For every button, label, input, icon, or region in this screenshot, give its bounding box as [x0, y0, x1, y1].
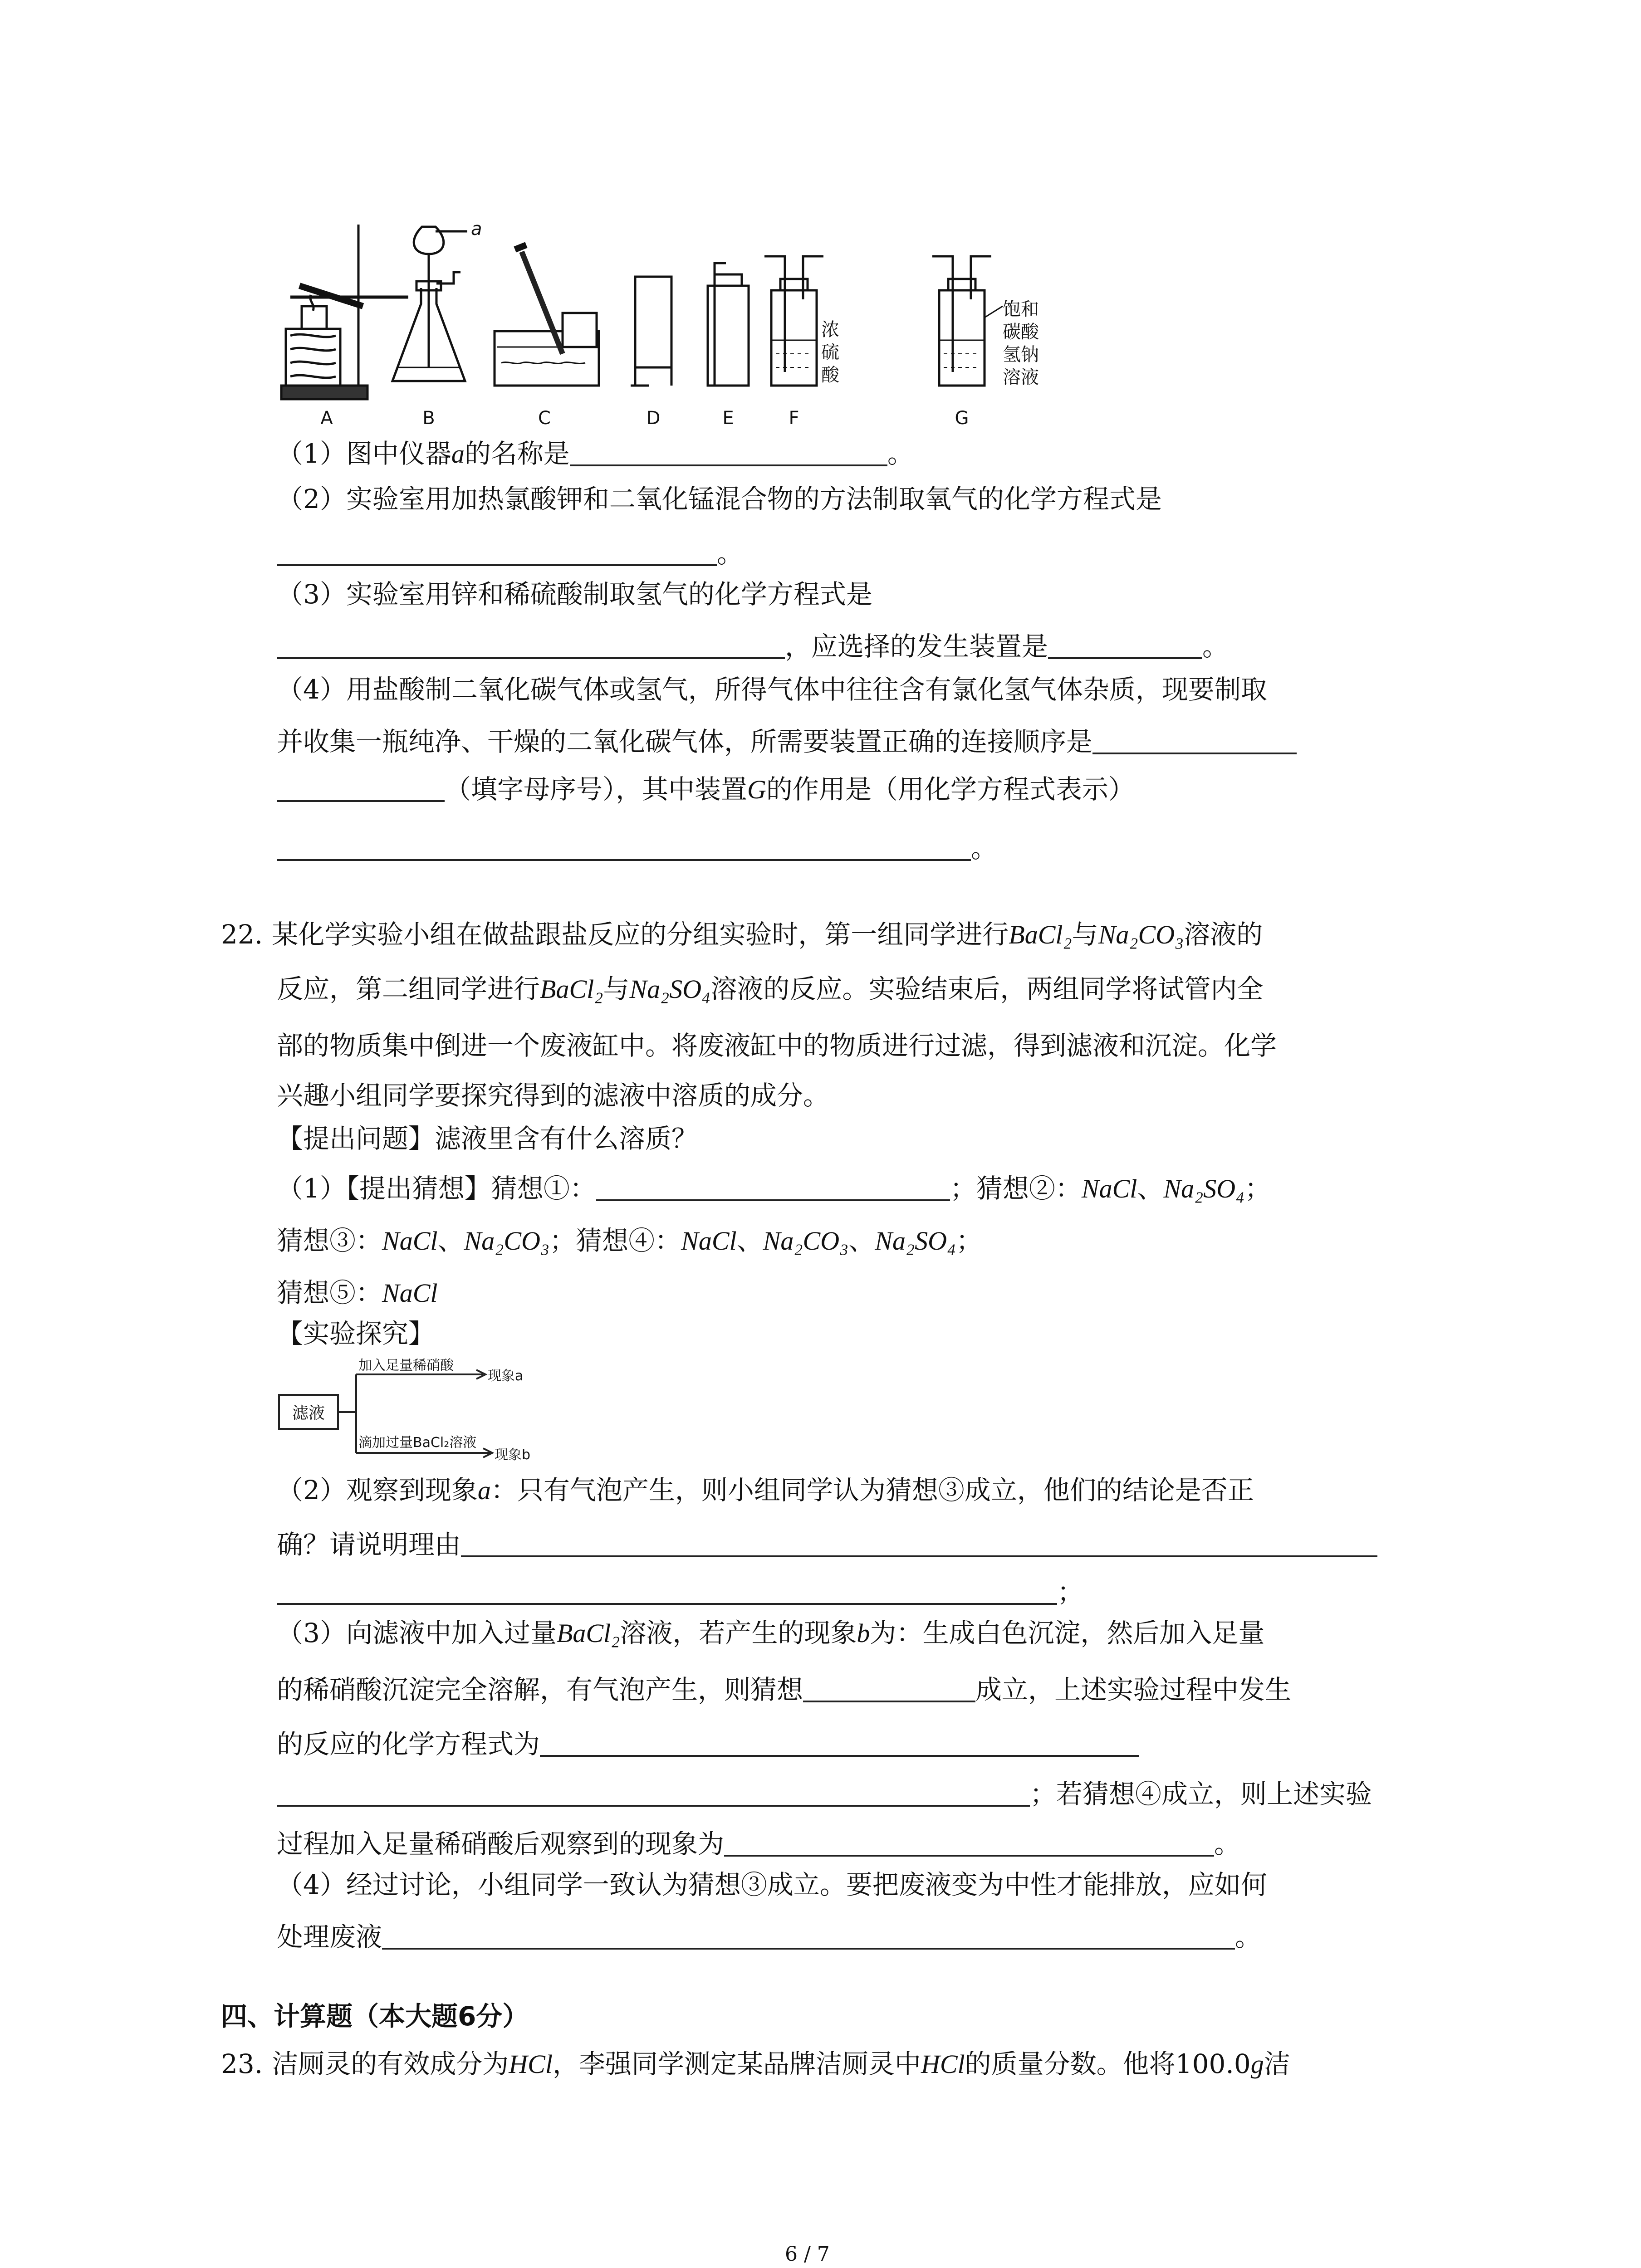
q22-line1: 22. 某化学实验小组在做盐跟盐反应的分组实验时，第一组同学进行BaCl₂与Na₂CO₃溶液的: [221, 919, 1263, 950]
f-reagent-2: 硫: [821, 342, 839, 363]
q22-part2-line2: 确？请说明理由: [277, 1526, 1377, 1563]
answer-blank[interactable]: [724, 1828, 1214, 1857]
answer-blank[interactable]: [1048, 630, 1202, 659]
q22-explore: 【实验探究】: [277, 1318, 435, 1349]
q21-part2-line2: 。: [277, 535, 743, 572]
q22-part3-line2: 的稀硝酸沉淀完全溶解，有气泡产生，则猜想 成立，上述实验过程中发生: [277, 1674, 1292, 1705]
apparatus-figure: [272, 218, 1089, 435]
q22-part2-line1: （2）观察到现象a：只有气泡产生，则小组同学认为猜想③成立，他们的结论是否正: [277, 1475, 1254, 1505]
letter-e: E: [722, 408, 734, 429]
q22-part3-line1: （3）向滤液中加入过量BaCl₂溶液，若产生的现象b为：生成白色沉淀，然后加入足量: [277, 1618, 1265, 1648]
answer-blank[interactable]: [277, 1778, 1030, 1807]
letter-b: B: [422, 408, 435, 429]
q22-guess-line3: 猜想⑤：NaCl: [277, 1277, 438, 1308]
section-heading: 四、计算题（本大题6分）: [221, 2001, 529, 2032]
answer-blank[interactable]: [277, 773, 445, 802]
q22-part2-line3: ；: [277, 1574, 1083, 1610]
f-reagent-1: 浓: [821, 319, 839, 340]
g-reagent-2: 碳酸: [1003, 322, 1039, 342]
letter-f: F: [789, 408, 799, 429]
answer-blank[interactable]: [803, 1673, 975, 1702]
answer-blank[interactable]: [461, 1528, 1377, 1557]
answer-blank[interactable]: [596, 1172, 950, 1201]
g-reagent-4: 溶液: [1003, 367, 1039, 388]
q21-part3-line1: （3）实验室用锌和稀硫酸制取氢气的化学方程式是: [277, 579, 872, 610]
q22-part4-line2: 处理废液 。: [277, 1921, 1262, 1952]
device-c-drawing: [495, 245, 599, 386]
experiment-flow-diagram: [277, 1354, 558, 1472]
device-f-drawing: [764, 256, 823, 386]
q21-part4-line1: （4）用盐酸制二氧化碳气体或氢气，所得气体中往往含有氯化氢气体杂质，现要制取: [277, 674, 1267, 705]
answer-blank[interactable]: [382, 1921, 1235, 1950]
answer-blank[interactable]: [277, 832, 971, 861]
q22-guess-line2: 猜想③：NaCl、Na₂CO₃；猜想④：NaCl、Na₂CO₃、Na₂SO₄；: [277, 1225, 983, 1256]
q22-part3-line4: ；若猜想④成立，则上述实验: [277, 1776, 1372, 1812]
q21-part4-line2: 并收集一瓶纯净、干燥的二氧化碳气体，所需要装置正确的连接顺序是: [277, 723, 1297, 760]
letter-a: A: [320, 408, 333, 429]
device-e-drawing: [708, 263, 749, 386]
answer-blank[interactable]: [277, 537, 717, 566]
answer-blank[interactable]: [570, 437, 887, 466]
flow-top-result: 现象a: [488, 1368, 524, 1384]
letter-d: D: [646, 408, 661, 429]
q21-part2-line1: （2）实验室用加热氯酸钾和二氧化锰混合物的方法制取氧气的化学方程式是: [277, 484, 1162, 514]
q22-part3-line5: 过程加入足量稀硝酸后观察到的现象为 。: [277, 1828, 1241, 1859]
g-reagent-3: 氢钠: [1003, 344, 1039, 365]
question-number: 22.: [221, 919, 263, 950]
q22-line3: 部的物质集中倒进一个废液缸中。将废液缸中的物质进行过滤，得到滤液和沉淀。化学: [277, 1030, 1277, 1061]
question-number: 23.: [221, 2048, 263, 2079]
device-b-drawing: [392, 227, 467, 381]
q21-part1: （1）图中仪器a的名称是 。: [277, 438, 914, 469]
letter-g: G: [955, 408, 969, 429]
device-g-drawing: [932, 256, 1003, 386]
q22-part4-line1: （4）经过讨论，小组同学一致认为猜想③成立。要把废液变为中性才能排放，应如何: [277, 1869, 1267, 1900]
answer-blank[interactable]: [540, 1728, 1139, 1757]
answer-blank[interactable]: [277, 1576, 1057, 1605]
q21-part4-line3: （填字母序号），其中装置G的作用是（用化学方程式表示）: [277, 771, 1135, 808]
q22-line4: 兴趣小组同学要探究得到的滤液中溶质的成分。: [277, 1080, 830, 1111]
q22-line2: 反应，第二组同学进行BaCl₂与Na₂SO₄溶液的反应。实验结束后，两组同学将试管内全: [277, 973, 1264, 1004]
label-a: a: [471, 219, 482, 240]
q21-part4-line4: 。: [277, 830, 997, 866]
f-reagent-3: 酸: [821, 365, 839, 386]
g-reagent-1: 饱和: [1003, 299, 1039, 320]
flow-bottom-result: 现象b: [495, 1447, 531, 1463]
q22-problem: 【提出问题】滤液里含有什么溶质？: [277, 1123, 698, 1154]
page-number: 6 / 7: [785, 2243, 830, 2266]
flow-box-label: 滤液: [292, 1404, 325, 1422]
device-d-drawing: [631, 277, 671, 386]
device-a-drawing: [281, 225, 408, 399]
flow-bottom-reagent: 滴加过量BaCl₂溶液: [358, 1435, 477, 1451]
answer-blank[interactable]: [1092, 725, 1297, 754]
q22-guess-line1: （1）【提出猜想】猜想①： ；猜想②：NaCl、Na₂SO₄；: [277, 1173, 1271, 1204]
q22-part3-line3: 的反应的化学方程式为: [277, 1726, 1139, 1762]
letter-c: C: [538, 408, 551, 429]
q21-part3-line2: ，应选择的发生装置是 。: [277, 628, 1229, 665]
flow-top-reagent: 加入足量稀硝酸: [358, 1358, 454, 1374]
q23-line1: 23. 洁厕灵的有效成分为HCl，李强同学测定某品牌洁厕灵中HCl的质量分数。他将100.0g洁: [221, 2048, 1290, 2079]
answer-blank[interactable]: [277, 630, 785, 659]
